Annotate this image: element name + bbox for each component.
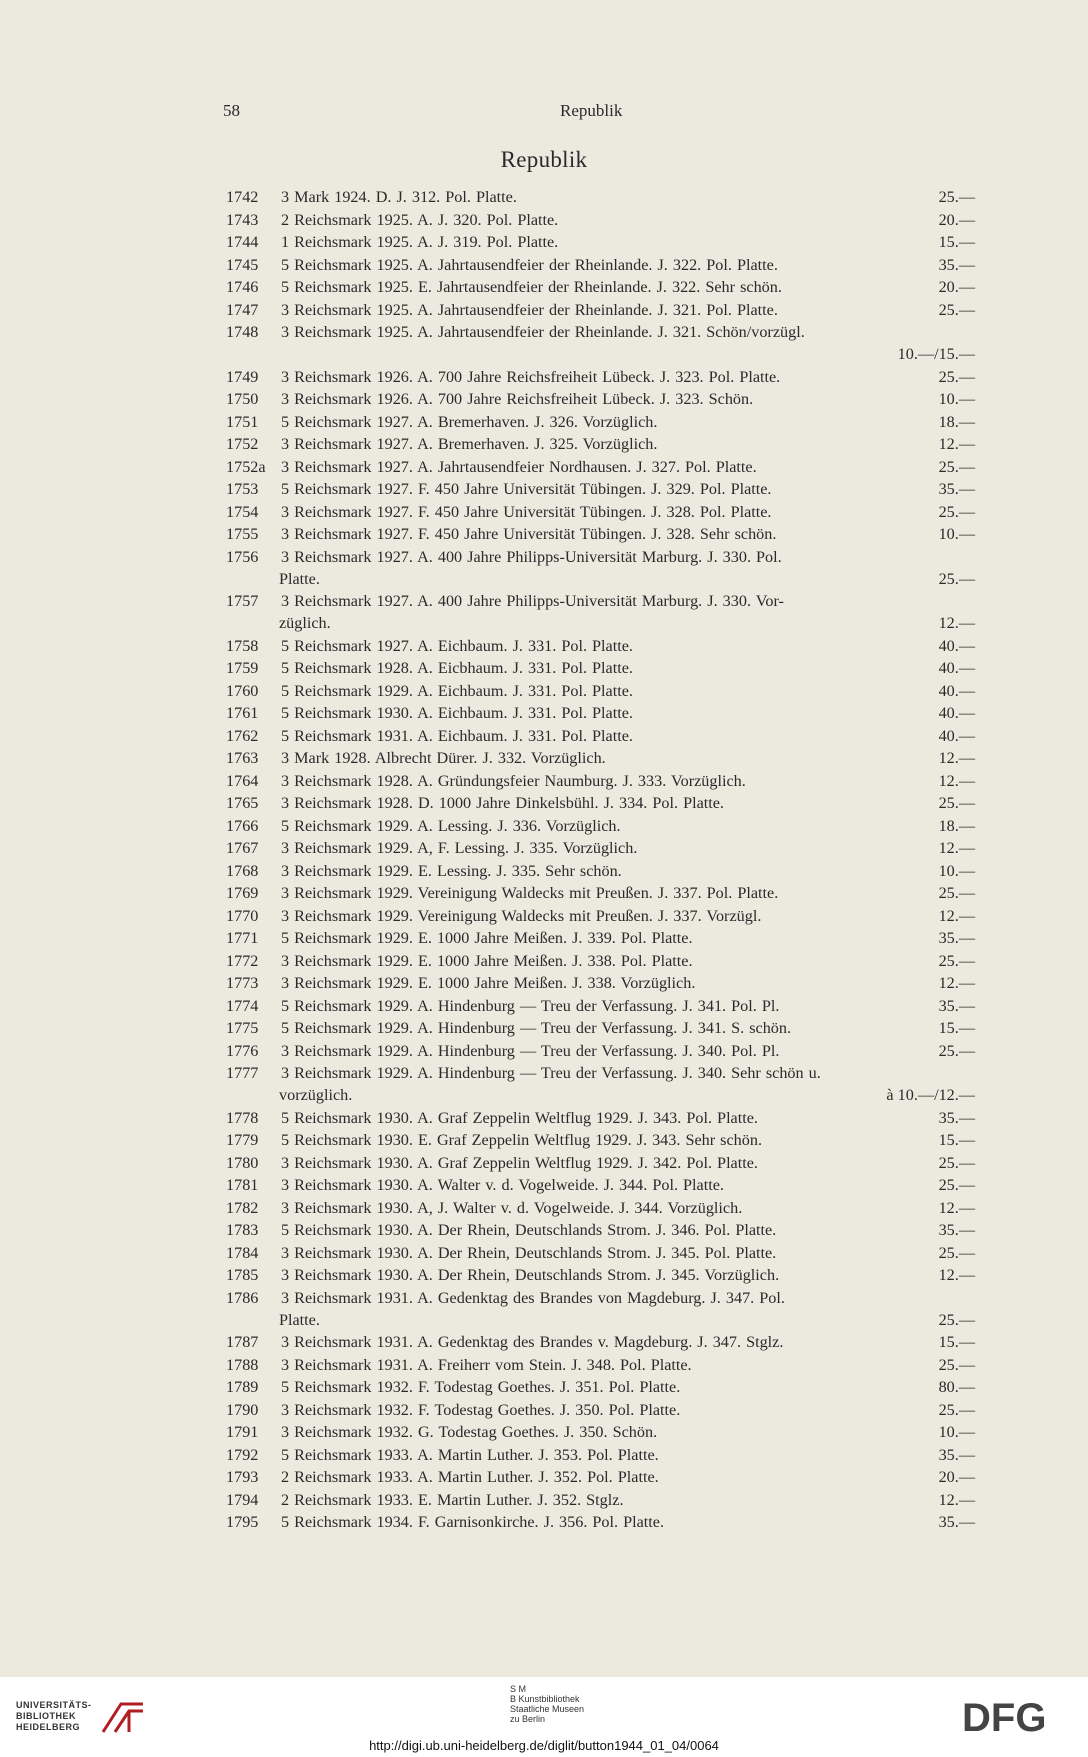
entry-line [0, 321, 1088, 343]
svg-text:DFG: DFG [962, 1696, 1047, 1737]
lot-number: 1758 [226, 636, 259, 655]
lot-price: 18.— [938, 816, 975, 835]
catalog-entry [0, 523, 1088, 545]
lot-description: 5 Reichsmark 1928. A. Eicbhaum. J. 331. Pol. Platte. [281, 659, 633, 677]
entry-line [0, 1444, 1088, 1466]
entry-line [0, 1242, 1088, 1264]
catalog-entry [0, 1444, 1088, 1466]
lot-description: 5 Reichsmark 1930. A. Der Rhein, Deutschlands Strom. J. 346. Pol. Platte. [281, 1221, 777, 1239]
lot-price: 10.—/15.— [897, 345, 975, 363]
catalog-entry [0, 254, 1088, 276]
lot-price: 12.— [938, 1266, 975, 1284]
lot-number: 1787 [226, 1333, 259, 1351]
lot-description: 3 Reichsmark 1927. F. 450 Jahre Universität Tübingen. J. 328. Pol. Platte. [281, 502, 772, 521]
catalog-entry [0, 478, 1088, 500]
lot-description: 3 Reichsmark 1930. A. Der Rhein, Deutschlands Strom. J. 345. Pol. Platte. [281, 1243, 777, 1262]
running-title: Republik [560, 101, 623, 120]
lot-description: 3 Reichsmark 1932. F. Todestag Goethes. J. 350. Pol. Platte. [281, 1400, 681, 1419]
lot-description: 3 Reichsmark 1929. A. Hindenburg — Treu der Verfassung. J. 340. Pol. Pl. [281, 1041, 780, 1060]
entry-line [0, 1264, 1088, 1286]
entry-line [0, 927, 1088, 949]
lot-price: 12.— [938, 1198, 975, 1217]
catalog-entry [0, 1264, 1088, 1286]
entry-line [0, 411, 1088, 433]
entry-line [0, 1309, 1088, 1331]
entry-line [0, 1511, 1088, 1533]
lot-number: 1743 [226, 210, 259, 229]
university-library-label: UNIVERSITÄTS- BIBLIOTHEK HEIDELBERG [16, 1700, 92, 1732]
entry-line [0, 1084, 1088, 1106]
catalog-entry [0, 209, 1088, 231]
lot-price: 40.— [938, 704, 975, 722]
lot-price: 12.— [938, 435, 975, 453]
entry-line [0, 950, 1088, 972]
entry-line [0, 1107, 1088, 1129]
catalog-entry [0, 299, 1088, 321]
source-url-link[interactable]: http://digi.ub.uni-heidelberg.de/diglit/button1944_01_04/0064 [369, 1738, 719, 1753]
entry-line [0, 590, 1088, 612]
lot-price: 20.— [938, 210, 975, 229]
lot-description: 3 Reichsmark 1927. A. Jahrtausendfeier Nordhausen. J. 327. Pol. Platte. [281, 457, 757, 476]
lot-description: 5 Reichsmark 1929. A. Hindenburg — Treu der Verfassung. J. 341. Pol. Pl. [281, 996, 780, 1015]
lot-description: 5 Reichsmark 1927. A. Eichbaum. J. 331. Pol. Platte. [281, 636, 633, 655]
university-emblem-icon [99, 1698, 147, 1736]
page-number: 58 [223, 101, 240, 120]
lot-description: 3 Reichsmark 1930. A. Der Rhein, Deutschlands Strom. J. 345. Vorzüglich. [281, 1266, 780, 1284]
lot-number: 1784 [226, 1243, 259, 1262]
lot-description: 3 Reichsmark 1929. A. Hindenburg — Treu der Verfassung. J. 340. Sehr schön u. [281, 1064, 821, 1082]
lot-price: 25.— [938, 1400, 975, 1419]
lot-description: 3 Reichsmark 1932. G. Todestag Goethes. J. 350. Schön. [281, 1423, 658, 1441]
lot-price: 40.— [938, 726, 975, 745]
entry-line [0, 523, 1088, 545]
catalog-entry [0, 657, 1088, 679]
lot-price: 35.— [938, 1108, 975, 1127]
lot-number: 1763 [226, 749, 259, 767]
entry-line [0, 1331, 1088, 1353]
lot-description: züglich. [279, 614, 331, 632]
catalog-entry [0, 1287, 1088, 1331]
lot-price: 40.— [938, 681, 975, 700]
lot-price: à 10.—/12.— [886, 1086, 975, 1104]
catalog-entry [0, 1062, 1088, 1106]
catalog-entry [0, 1421, 1088, 1443]
lot-price: 10.— [938, 861, 975, 880]
lot-description: 3 Reichsmark 1929. E. 1000 Jahre Meißen. J. 338. Vorzüglich. [281, 974, 696, 992]
lot-description: 5 Reichsmark 1925. E. Jahrtausendfeier der Rheinlande. J. 322. Sehr schön. [281, 278, 782, 296]
lot-number: 1761 [226, 704, 259, 722]
lot-description: 5 Reichsmark 1929. E. 1000 Jahre Meißen. J. 339. Pol. Platte. [281, 929, 693, 947]
lot-description: 5 Reichsmark 1929. A. Lessing. J. 336. Vorzüglich. [281, 816, 621, 835]
entry-line [0, 1399, 1088, 1421]
lot-description: 5 Reichsmark 1929. A. Eichbaum. J. 331. Pol. Platte. [281, 681, 633, 700]
lot-number: 1786 [226, 1288, 259, 1307]
catalog-entry [0, 792, 1088, 814]
lot-price: 12.— [938, 974, 975, 992]
catalog-entry [0, 456, 1088, 478]
lot-number: 1764 [226, 771, 259, 790]
lot-price: 12.— [938, 1490, 975, 1509]
lot-price: 35.— [938, 255, 975, 274]
entry-line [0, 1354, 1088, 1376]
catalog-entry [0, 1040, 1088, 1062]
lot-price: 35.— [938, 1513, 975, 1531]
lot-number: 1768 [226, 861, 259, 880]
lot-number: 1785 [226, 1266, 259, 1284]
catalog-entry [0, 770, 1088, 792]
lot-description: vorzüglich. [279, 1086, 353, 1104]
lot-number: 1750 [226, 390, 259, 408]
entry-line [0, 725, 1088, 747]
lot-price: 40.— [938, 636, 975, 655]
lot-number: 1770 [226, 906, 259, 925]
lot-description: 3 Reichsmark 1927. A. 400 Jahre Philipps-Universität Marburg. J. 330. Vor- [281, 592, 784, 610]
lot-price: 15.— [938, 233, 975, 251]
lot-number: 1755 [226, 525, 259, 543]
catalog-entry [0, 1152, 1088, 1174]
lot-price: 25.— [938, 1355, 975, 1374]
entry-line [0, 366, 1088, 388]
lot-price: 25.— [938, 1176, 975, 1194]
lot-description: 2 Reichsmark 1933. E. Martin Luther. J. 352. Stglz. [281, 1490, 624, 1509]
lot-price: 25.— [938, 502, 975, 521]
entry-line [0, 815, 1088, 837]
lot-price: 12.— [938, 614, 975, 632]
lot-description: 3 Reichsmark 1929. E. 1000 Jahre Meißen. J. 338. Pol. Platte. [281, 951, 693, 970]
entry-line [0, 343, 1088, 365]
catalog-entry [0, 501, 1088, 523]
catalog-entry [0, 680, 1088, 702]
lot-number: 1767 [226, 839, 259, 857]
lot-price: 25.— [938, 951, 975, 970]
catalog-entry [0, 590, 1088, 634]
entry-line [0, 276, 1088, 298]
catalog-entry [0, 815, 1088, 837]
entry-line [0, 837, 1088, 859]
lot-number: 1783 [226, 1221, 259, 1239]
catalog-entry [0, 1489, 1088, 1511]
lot-description: 3 Reichsmark 1927. F. 450 Jahre Universität Tübingen. J. 328. Sehr schön. [281, 525, 777, 543]
lot-description: 5 Reichsmark 1927. F. 450 Jahre Universität Tübingen. J. 329. Pol. Platte. [281, 480, 772, 498]
entry-line [0, 1017, 1088, 1039]
lot-price: 25.— [938, 1041, 975, 1060]
dfg-logo[interactable] [962, 1695, 1074, 1737]
entry-line [0, 299, 1088, 321]
catalog-entry [0, 1466, 1088, 1488]
lot-description: 3 Reichsmark 1930. A. Walter v. d. Vogelweide. J. 344. Pol. Platte. [281, 1176, 724, 1194]
catalog-entry [0, 546, 1088, 590]
lot-number: 1760 [226, 681, 259, 700]
lot-description: 3 Reichsmark 1931. A. Freiherr vom Stein. J. 348. Pol. Platte. [281, 1355, 692, 1374]
lot-price: 80.— [938, 1378, 975, 1396]
entry-line [0, 546, 1088, 568]
catalog-entry [0, 411, 1088, 433]
lot-description: 3 Mark 1924. D. J. 312. Pol. Platte. [281, 188, 517, 206]
lot-description: 5 Reichsmark 1933. A. Martin Luther. J. 353. Pol. Platte. [281, 1445, 659, 1464]
catalog-entry [0, 186, 1088, 208]
catalog-entry [0, 1129, 1088, 1151]
entry-line [0, 1040, 1088, 1062]
lot-price: 25.— [938, 300, 975, 319]
lot-price: 40.— [938, 659, 975, 677]
entry-line [0, 792, 1088, 814]
lot-price: 12.— [938, 906, 975, 925]
lot-number: 1792 [226, 1445, 259, 1464]
lot-price: 18.— [938, 412, 975, 431]
lot-description: 3 Reichsmark 1925. A. Jahrtausendfeier der Rheinlande. J. 321. Pol. Platte. [281, 300, 778, 319]
entry-line [0, 882, 1088, 904]
catalog-entry [0, 725, 1088, 747]
lot-description: 3 Reichsmark 1927. A. 400 Jahre Philipps-Universität Marburg. J. 330. Pol. [281, 547, 782, 566]
lot-description: 3 Reichsmark 1930. A. Graf Zeppelin Weltflug 1929. J. 342. Pol. Platte. [281, 1153, 758, 1172]
lot-number: 1766 [226, 816, 259, 835]
lot-number: 1752a [226, 457, 266, 476]
lot-number: 1779 [226, 1131, 259, 1149]
lot-number: 1782 [226, 1198, 259, 1217]
lot-price: 35.— [938, 480, 975, 498]
entry-line [0, 657, 1088, 679]
lot-description: 5 Reichsmark 1930. A. Graf Zeppelin Weltflug 1929. J. 343. Pol. Platte. [281, 1108, 758, 1127]
lot-price: 25.— [938, 188, 975, 206]
lot-price: 20.— [938, 278, 975, 296]
catalog-entry [0, 1242, 1088, 1264]
entry-line [0, 456, 1088, 478]
lot-price: 25.— [938, 367, 975, 386]
lot-number: 1794 [226, 1490, 259, 1509]
catalog-entry [0, 388, 1088, 410]
lot-price: 12.— [938, 771, 975, 790]
catalog-entry [0, 950, 1088, 972]
lot-description: 3 Reichsmark 1929. A, F. Lessing. J. 335. Vorzüglich. [281, 839, 638, 857]
entry-line [0, 972, 1088, 994]
lot-description: 2 Reichsmark 1933. A. Martin Luther. J. 352. Pol. Platte. [281, 1468, 659, 1486]
lot-description: 3 Reichsmark 1925. A. Jahrtausendfeier der Rheinlande. J. 321. Schön/vorzügl. [281, 323, 805, 341]
lot-number: 1751 [226, 412, 259, 431]
lot-price: 15.— [938, 1019, 975, 1037]
lot-number: 1745 [226, 255, 259, 274]
lot-number: 1776 [226, 1041, 259, 1060]
lot-price: 35.— [938, 929, 975, 947]
lot-price: 35.— [938, 1221, 975, 1239]
entry-line [0, 433, 1088, 455]
university-library-logo[interactable] [16, 1700, 92, 1733]
section-title: Republik [500, 147, 588, 172]
catalog-entry [0, 882, 1088, 904]
lot-number: 1771 [226, 929, 259, 947]
lot-price: 25.— [938, 1153, 975, 1172]
lot-number: 1789 [226, 1378, 259, 1396]
lot-number: 1748 [226, 323, 259, 341]
catalog-entry [0, 276, 1088, 298]
lot-price: 35.— [938, 996, 975, 1015]
catalog-entry [0, 635, 1088, 657]
lot-price: 15.— [938, 1131, 975, 1149]
lot-price: 12.— [938, 749, 975, 767]
lot-number: 1754 [226, 502, 259, 521]
entry-line [0, 1219, 1088, 1241]
lot-number: 1795 [226, 1513, 259, 1531]
catalog-entry [0, 1511, 1088, 1533]
lot-number: 1778 [226, 1108, 259, 1127]
lot-number: 1772 [226, 951, 259, 970]
lot-description: 3 Reichsmark 1929. E. Lessing. J. 335. Sehr schön. [281, 861, 622, 880]
entry-line [0, 209, 1088, 231]
lot-price: 12.— [938, 839, 975, 857]
catalog-entry [0, 1107, 1088, 1129]
entry-line [0, 568, 1088, 590]
lot-description: 3 Reichsmark 1929. Vereinigung Waldecks mit Preußen. J. 337. Vorzügl. [281, 906, 762, 925]
entry-line [0, 186, 1088, 208]
catalog-entry [0, 747, 1088, 769]
entry-line [0, 1152, 1088, 1174]
lot-price: 25.— [938, 569, 975, 588]
entry-line [0, 478, 1088, 500]
catalog-entry [0, 1174, 1088, 1196]
lot-description: 3 Reichsmark 1930. A, J. Walter v. d. Vogelweide. J. 344. Vorzüglich. [281, 1198, 743, 1217]
catalog-entry [0, 860, 1088, 882]
lot-description: 3 Reichsmark 1926. A. 700 Jahre Reichsfreiheit Lübeck. J. 323. Schön. [281, 390, 754, 408]
lot-number: 1773 [226, 974, 259, 992]
entry-line [0, 231, 1088, 253]
lot-number: 1752 [226, 435, 259, 453]
catalog-entry [0, 321, 1088, 365]
lot-description: 3 Reichsmark 1931. A. Gedenktag des Brandes von Magdeburg. J. 347. Pol. [281, 1288, 785, 1307]
lot-number: 1744 [226, 233, 259, 251]
lot-number: 1793 [226, 1468, 259, 1486]
lot-description: 5 Reichsmark 1929. A. Hindenburg — Treu der Verfassung. J. 341. S. schön. [281, 1019, 792, 1037]
lot-number: 1765 [226, 794, 259, 812]
catalog-entry [0, 1354, 1088, 1376]
entry-line [0, 860, 1088, 882]
lot-description: 3 Mark 1928. Albrecht Dürer. J. 332. Vorzüglich. [281, 749, 606, 767]
lot-description: 3 Reichsmark 1928. A. Gründungsfeier Naumburg. J. 333. Vorzüglich. [281, 771, 746, 790]
entry-line [0, 1129, 1088, 1151]
lot-number: 1749 [226, 367, 259, 386]
catalog-entry [0, 1331, 1088, 1353]
entry-line [0, 612, 1088, 634]
lot-price: 25.— [938, 1243, 975, 1262]
lot-price: 15.— [938, 1333, 975, 1351]
catalog-entry [0, 905, 1088, 927]
footer-bar [0, 1677, 1088, 1757]
entry-line [0, 905, 1088, 927]
entry-line [0, 1376, 1088, 1398]
catalog-list [0, 186, 1088, 1534]
entry-line [0, 1466, 1088, 1488]
entry-line [0, 635, 1088, 657]
lot-number: 1769 [226, 884, 259, 902]
entry-line [0, 501, 1088, 523]
lot-price: 25.— [938, 794, 975, 812]
catalog-entry [0, 837, 1088, 859]
entry-line [0, 1421, 1088, 1443]
lot-description: 5 Reichsmark 1930. A. Eichbaum. J. 331. Pol. Platte. [281, 704, 633, 722]
entry-line [0, 388, 1088, 410]
lot-number: 1756 [226, 547, 259, 566]
lot-description: 5 Reichsmark 1931. A. Eichbaum. J. 331. Pol. Platte. [281, 726, 633, 745]
catalog-entry [0, 1376, 1088, 1398]
catalog-entry [0, 433, 1088, 455]
lot-price: 10.— [938, 1423, 975, 1441]
entry-line [0, 1197, 1088, 1219]
lot-description: 5 Reichsmark 1925. A. Jahrtausendfeier der Rheinlande. J. 322. Pol. Platte. [281, 255, 778, 274]
catalog-entry [0, 1219, 1088, 1241]
entry-line [0, 254, 1088, 276]
lot-description: 5 Reichsmark 1927. A. Bremerhaven. J. 326. Vorzüglich. [281, 412, 658, 431]
lot-number: 1774 [226, 996, 259, 1015]
lot-number: 1757 [226, 592, 259, 610]
lot-price: 35.— [938, 1445, 975, 1464]
entry-line [0, 1489, 1088, 1511]
lot-number: 1788 [226, 1355, 259, 1374]
lot-price: 25.— [938, 457, 975, 476]
catalog-entry [0, 1197, 1088, 1219]
entry-line [0, 995, 1088, 1017]
lot-description: 3 Reichsmark 1928. D. 1000 Jahre Dinkelsbühl. J. 334. Pol. Platte. [281, 794, 724, 812]
entry-line [0, 770, 1088, 792]
lot-number: 1791 [226, 1423, 259, 1441]
lot-description: Platte. [279, 569, 320, 588]
lot-price: 10.— [938, 390, 975, 408]
catalog-entry [0, 1399, 1088, 1421]
catalog-entry [0, 927, 1088, 949]
lot-number: 1790 [226, 1400, 259, 1419]
lot-description: 5 Reichsmark 1932. F. Todestag Goethes. J. 351. Pol. Platte. [281, 1378, 681, 1396]
catalog-entry [0, 995, 1088, 1017]
lot-description: 3 Reichsmark 1929. Vereinigung Waldecks mit Preußen. J. 337. Pol. Platte. [281, 884, 779, 902]
lot-price: 25.— [938, 1310, 975, 1329]
lot-price: 25.— [938, 884, 975, 902]
catalog-entry [0, 702, 1088, 724]
entry-line [0, 702, 1088, 724]
lot-number: 1775 [226, 1019, 259, 1037]
lot-number: 1780 [226, 1153, 259, 1172]
smb-kunstbibliothek-logo[interactable]: S M B Kunstbibliothek Staatliche Museen zu Berlin [510, 1684, 585, 1724]
entry-line [0, 680, 1088, 702]
catalog-entry [0, 972, 1088, 994]
entry-line [0, 1287, 1088, 1309]
lot-description: 5 Reichsmark 1930. E. Graf Zeppelin Weltflug 1929. J. 343. Sehr schön. [281, 1131, 762, 1149]
entry-line [0, 747, 1088, 769]
lot-number: 1781 [226, 1176, 259, 1194]
lot-description: 2 Reichsmark 1925. A. J. 320. Pol. Platte. [281, 210, 559, 229]
lot-price: 20.— [938, 1468, 975, 1486]
lot-description: 3 Reichsmark 1926. A. 700 Jahre Reichsfreiheit Lübeck. J. 323. Pol. Platte. [281, 367, 781, 386]
lot-description: Platte. [279, 1310, 320, 1329]
catalog-entry [0, 231, 1088, 253]
lot-description: 5 Reichsmark 1934. F. Garnisonkirche. J. 356. Pol. Platte. [281, 1513, 665, 1531]
entry-line [0, 1174, 1088, 1196]
catalog-entry [0, 366, 1088, 388]
entry-line [0, 1062, 1088, 1084]
lot-price: 10.— [938, 525, 975, 543]
lot-description: 1 Reichsmark 1925. A. J. 319. Pol. Platte. [281, 233, 559, 251]
lot-description: 3 Reichsmark 1931. A. Gedenktag des Brandes v. Magdeburg. J. 347. Stglz. [281, 1333, 784, 1351]
lot-number: 1777 [226, 1064, 259, 1082]
catalog-entry [0, 1017, 1088, 1039]
lot-description: 3 Reichsmark 1927. A. Bremerhaven. J. 325. Vorzüglich. [281, 435, 658, 453]
lot-number: 1747 [226, 300, 259, 319]
lot-number: 1762 [226, 726, 259, 745]
lot-number: 1759 [226, 659, 259, 677]
lot-number: 1753 [226, 480, 259, 498]
lot-number: 1746 [226, 278, 259, 296]
lot-number: 1742 [226, 188, 259, 206]
